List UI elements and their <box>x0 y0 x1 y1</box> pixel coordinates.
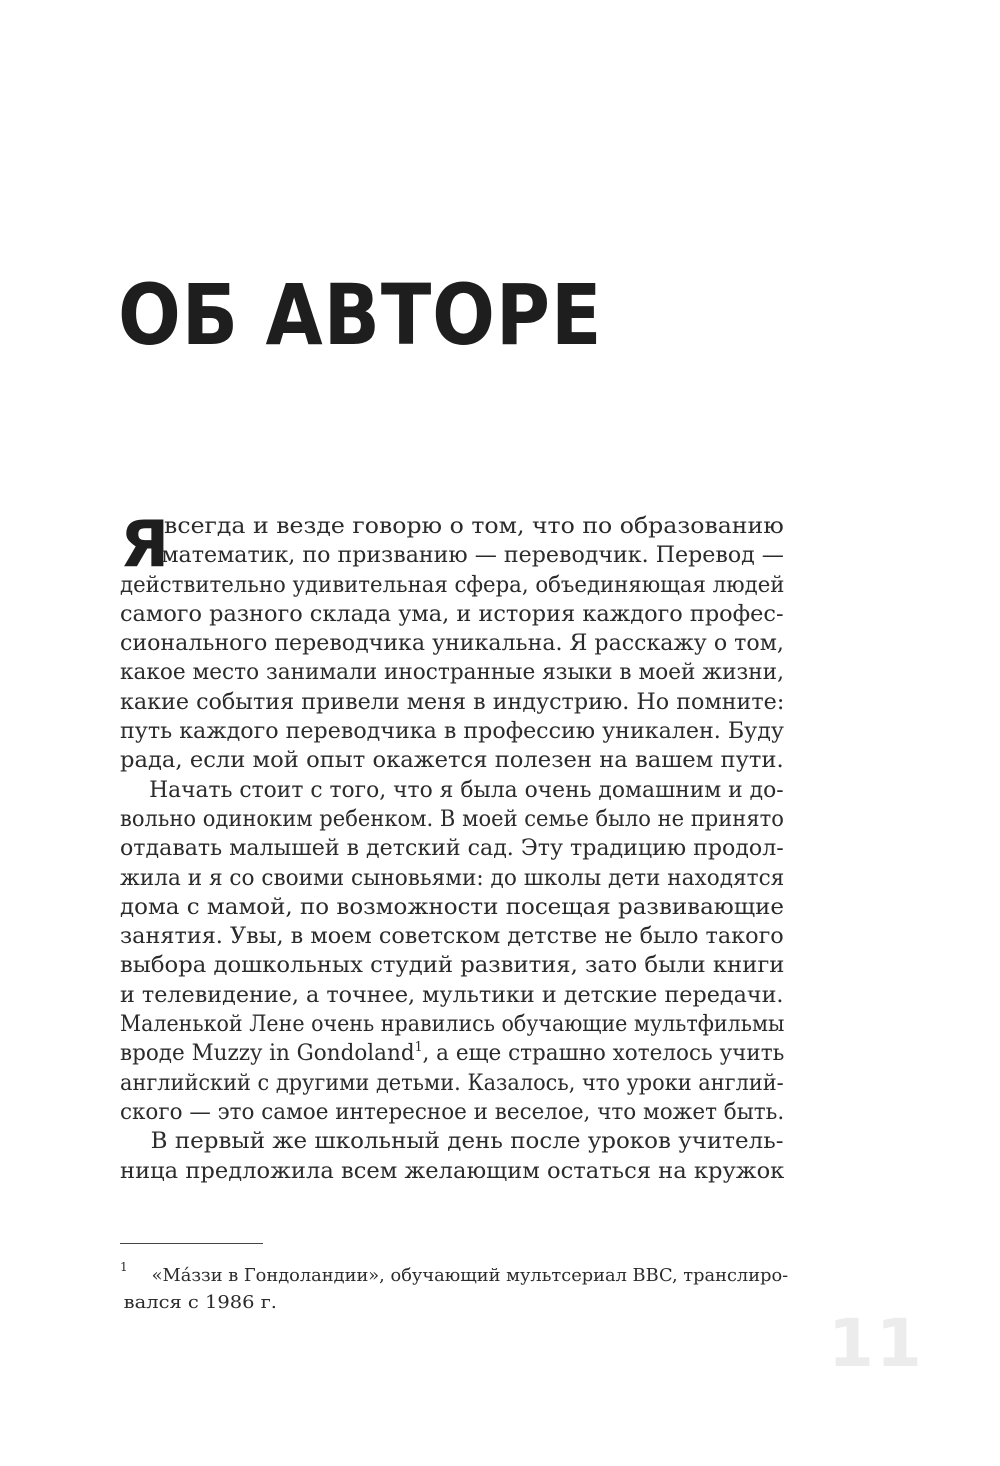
drop-cap: Я <box>120 508 170 582</box>
p2-line: Начать стоит с того, что я была очень домашним и до- <box>149 776 784 803</box>
footnote-line: вался с 1986 г. <box>123 1292 277 1313</box>
p2-line: занятия. Увы, в моем советском детстве не было такого <box>120 923 784 950</box>
p1-line: самого разного склада ума, и история каждого профес- <box>120 600 784 627</box>
footnote <box>120 1260 789 1316</box>
p2-line: жила и я со своими сыновьями: до школы дети находятся <box>120 864 785 891</box>
chapter-title: ОБ АВТОРЕ <box>118 266 603 364</box>
p2-line-tail: , а еще страшно хотелось учить <box>422 1040 785 1067</box>
p1-line: рада, если мой опыт окажется полезен на вашем пути. <box>120 747 784 774</box>
footnote-ref[interactable]: 1 <box>414 1040 423 1056</box>
footnote-mark: 1 <box>120 1260 128 1274</box>
p2-line: английский с другими детьми. Казалось, что уроки англий- <box>120 1069 784 1096</box>
p2-line: вольно одиноким ребенком. В моей семье было не принято <box>120 805 784 832</box>
p1-line: какое место занимали иностранные языки в моей жизни, <box>120 659 784 686</box>
footnote-divider <box>120 1243 263 1244</box>
page-number: 11 <box>828 1305 924 1382</box>
p2-line: выбора дошкольных студий развития, зато были книги <box>120 952 785 979</box>
p1-line: математик, по призванию — переводчик. Перевод — <box>161 542 784 569</box>
p2-line: отдавать малышей в детский сад. Эту традицию продол- <box>120 835 784 862</box>
p1-line: какие события привели меня в индустрию. Но помните: <box>120 688 785 715</box>
p2-line: ского — это самое интересное и веселое, что может быть. <box>120 1098 785 1125</box>
footnote-line: «Мáззи в Гондоландии», обучающий мультсериал BBC, транслиро- <box>151 1265 789 1286</box>
p2-line: Маленькой Лене очень нравились обучающие мультфильмы <box>120 1011 785 1038</box>
p2-line: дома с мамой, по возможности посещая развивающие <box>120 893 784 920</box>
p3-line: В первый же школьный день после уроков учитель- <box>150 1128 784 1155</box>
p2-line: и телевидение, а точнее, мультики и детские передачи. <box>120 981 784 1008</box>
body-text <box>120 508 785 1186</box>
p1-line: путь каждого переводчика в профессию уникален. Буду <box>120 718 784 745</box>
p1-line: всегда и везде говорю о том, что по образованию <box>164 513 784 539</box>
p1-line: сионального переводчика уникальна. Я расскажу о том, <box>120 630 784 657</box>
p2-line <box>120 1039 785 1068</box>
p1-line: действительно удивительная сфера, объединяющая людей <box>120 571 785 598</box>
p3-line: ница предложила всем желающим остаться на кружок <box>120 1157 785 1184</box>
p2-line-head: вроде Muzzy in Gondoland <box>120 1040 415 1067</box>
